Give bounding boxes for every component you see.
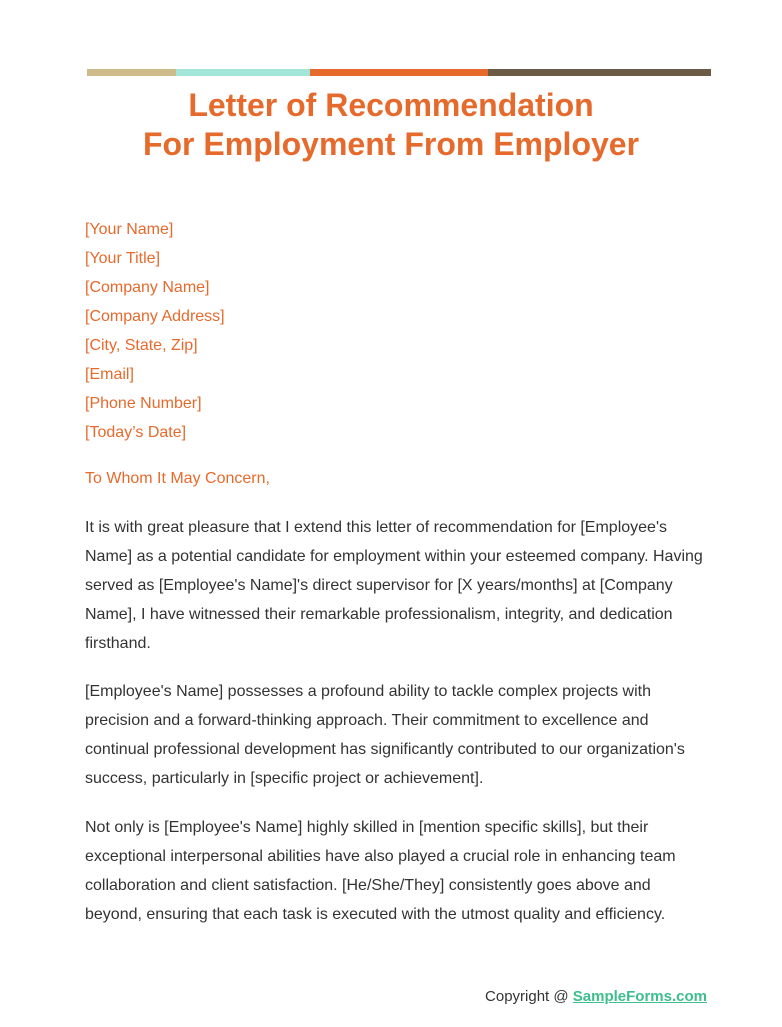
color-bar-segment-mint (176, 69, 310, 76)
decorative-color-bar (87, 69, 711, 76)
body-paragraph-2: [Employee's Name] possesses a profound ability to tackle complex projects with precision and a forward-thinking approach. Their commitment to excellence and continual professional development has significantly contributed to our organization's success, particularly in [specific project or achievement]. (85, 683, 685, 787)
page-title-line-2: For Employment From Employer (142, 126, 640, 162)
footer-copyright (485, 986, 707, 1008)
sender-phone: [Phone Number] (85, 395, 202, 412)
page-title (0, 86, 782, 164)
sender-address: [Company Address] (85, 308, 225, 325)
sender-city: [City, State, Zip] (85, 337, 198, 354)
color-bar-segment-brown (488, 69, 711, 76)
color-bar-segment-orange (310, 69, 488, 76)
page-title-line-1: Letter of Recommendation (188, 87, 594, 123)
color-bar-segment-tan (87, 69, 176, 76)
body-paragraph-3: Not only is [Employee's Name] highly skilled in [mention specific skills], but their exceptional interpersonal abilities have also played a crucial role in enhancing team collaboration and client satisfaction. [He/She/They] consistently goes above and beyond, ensuring that each task is executed with the utmost quality and efficiency. (85, 819, 676, 923)
copyright-label: Copyright @ (485, 988, 569, 1005)
brand-link[interactable]: SampleForms.com (572, 988, 707, 1005)
sender-title: [Your Title] (85, 250, 161, 267)
letter-date: [Today’s Date] (85, 424, 187, 441)
salutation: To Whom It May Concern, (85, 470, 270, 487)
sender-details (85, 215, 225, 447)
sender-name: [Your Name] (85, 221, 174, 238)
body-paragraph-1: It is with great pleasure that I extend this letter of recommendation for [Employee's Name] as a potential candidate for employment within your esteemed company. Having served as [Employee's Name]'s direct supervisor for [X years/months] at [Company Name], I have witnessed their remarkable professionalism, integrity, and dedication firsthand. (85, 519, 703, 652)
sender-company: [Company Name] (85, 279, 210, 296)
sender-email: [Email] (85, 366, 134, 383)
